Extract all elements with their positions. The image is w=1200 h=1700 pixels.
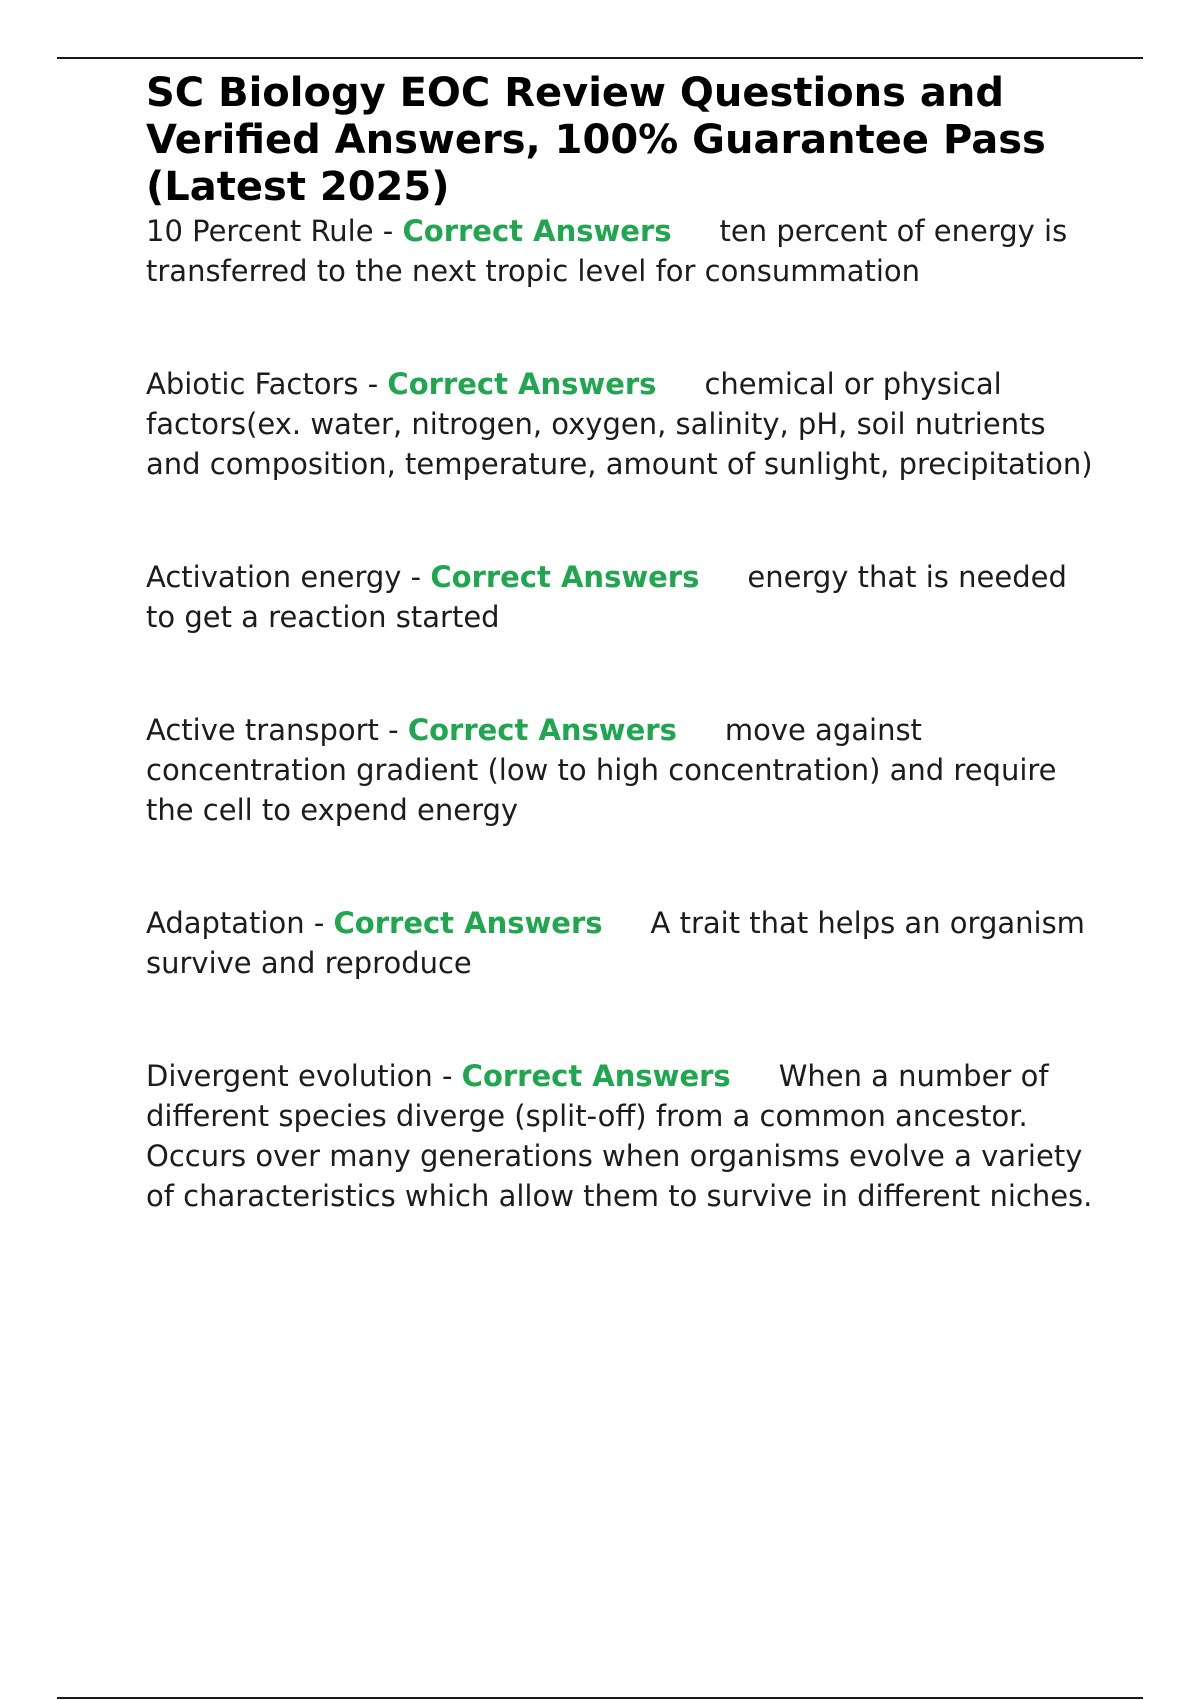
entry-separator: - xyxy=(378,713,408,747)
document-body xyxy=(146,70,1096,1216)
correct-answers-label: Correct Answers xyxy=(333,906,603,940)
entry-definition: When a number of different species diverge (split-off) from a common ancestor. Occurs over many generations when organisms evolve a variety of characteristics which allow them to survive in different niches. xyxy=(146,1059,1093,1213)
entry-definition: energy that is needed to get a reaction started xyxy=(146,560,1067,634)
entry-definition: A trait that helps an organism survive and reproduce xyxy=(146,906,1085,980)
entry-term: 10 Percent Rule xyxy=(146,214,374,248)
entry-separator: - xyxy=(401,560,431,594)
entry-divergent-evolution xyxy=(146,1056,1096,1216)
correct-answers-label: Correct Answers xyxy=(430,560,700,594)
entry-separator: - xyxy=(373,214,403,248)
correct-answers-label: Correct Answers xyxy=(461,1059,731,1093)
entry-definition: ten percent of energy is transferred to the next tropic level for consummation xyxy=(146,214,1068,288)
entry-definition: chemical or physical factors(ex. water, nitrogen, oxygen, salinity, pH, soil nutrients and composition, temperature, amount of sunlight, precipitation) xyxy=(146,367,1093,481)
correct-answers-label: Correct Answers xyxy=(387,367,657,401)
entry-term: Abiotic Factors xyxy=(146,367,359,401)
entry-definition: move against concentration gradient (low to high concentration) and require the cell to expend energy xyxy=(146,713,1057,827)
correct-answers-label: Correct Answers xyxy=(402,214,672,248)
entry-term: Active transport xyxy=(146,713,379,747)
document-title: SC Biology EOC Review Questions and Verified Answers, 100% Guarantee Pass (Latest 2025) xyxy=(146,70,1046,210)
entry-adaptation xyxy=(146,903,1096,983)
correct-answers-label: Correct Answers xyxy=(407,713,677,747)
bottom-rule xyxy=(57,1697,1143,1699)
entry-separator: - xyxy=(304,906,334,940)
entry-separator: - xyxy=(358,367,388,401)
entry-term: Activation energy xyxy=(146,560,402,594)
entry-term: Divergent evolution xyxy=(146,1059,433,1093)
entry-10-percent-rule xyxy=(146,211,1096,291)
entry-activation-energy xyxy=(146,557,1096,637)
top-rule xyxy=(57,57,1143,59)
entry-separator: - xyxy=(432,1059,462,1093)
entry-term: Adaptation xyxy=(146,906,305,940)
entry-abiotic-factors xyxy=(146,364,1096,484)
entry-active-transport xyxy=(146,710,1096,830)
